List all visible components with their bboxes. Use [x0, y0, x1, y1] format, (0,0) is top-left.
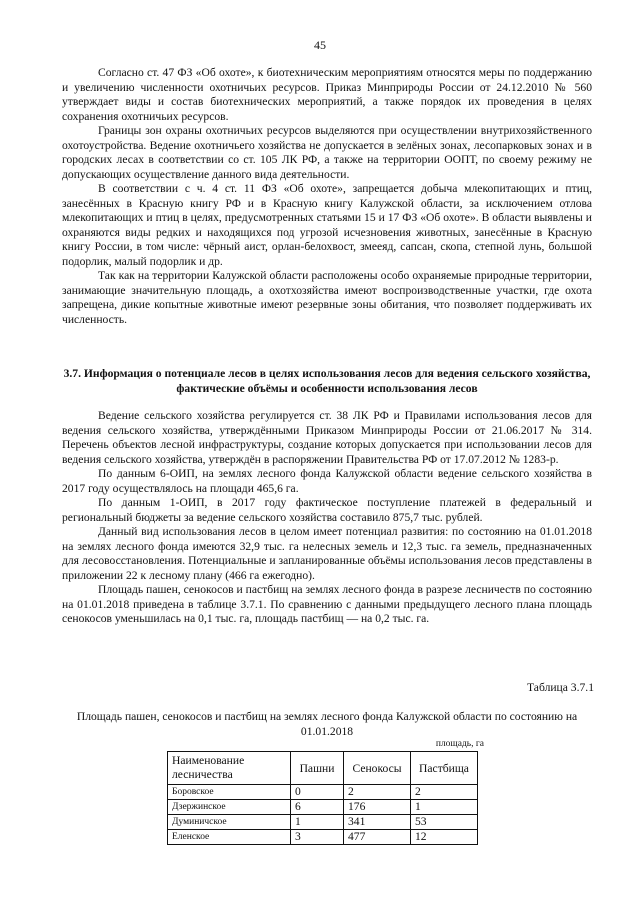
arable-value: 1: [291, 815, 344, 830]
paragraph: Ведение сельского хозяйства регулируется ст. 38 ЛК РФ и Правилами использования лесов для ведения сельского хозяйства, утверждёнными Приказом Минприроды России от 21.06.2017 № 314. Перечень объектов лесной инфраструктуры, создание которых допускается при использовании лесов для ведения сельского хозяйства, утверждён в распоряжении Правительства РФ от 17.07.2012 № 1283-р.: [62, 409, 592, 466]
hayfields-value: 341: [344, 815, 411, 830]
forestry-name: Дзержинское: [168, 800, 291, 815]
pastures-value: 53: [411, 815, 478, 830]
header-pastures: Пастбища: [411, 752, 478, 785]
text-block-hunting: [62, 66, 592, 327]
table-row: [168, 830, 478, 845]
paragraph: Данный вид использования лесов в целом имеет потенциал развития: по состоянию на 01.01.2018 на землях лесного фонда имеются 32,9 тыс. га нелесных земель и 12,3 тыс. га земель, предназначенных для лесовосстановления. Потенциальные и запланированные объёмы использования лесов представлены в приложении 22 к лесному плану (466 га ежегодно).: [62, 525, 592, 582]
paragraph: Так как на территории Калужской области расположены особо охраняемые природные территории, занимающие значительную площадь, а охотхозяйства имеют воспроизводственные участки, где охота запрещена, дикие копытные животные имеют резервные зоны обитания, что позволяет поддерживать их численность.: [62, 269, 592, 326]
pastures-value: 1: [411, 800, 478, 815]
paragraph: Площадь пашен, сенокосов и пастбищ на землях лесного фонда в разрезе лесничеств по состоянию на 01.01.2018 приведена в таблице 3.7.1. По сравнению с данными предыдущего лесного плана площадь сенокосов уменьшилась на 0,1 тыс. га, площадь пастбищ — на 0,2 тыс. га.: [62, 583, 592, 625]
table-label: Таблица 3.7.1: [527, 681, 594, 694]
header-hayfields: Сенокосы: [344, 752, 411, 785]
paragraph: По данным 1-ОИП, в 2017 году фактическое поступление платежей в федеральный и региональный бюджеты за ведение сельского хозяйства составило 875,7 тыс. рублей.: [62, 496, 592, 524]
pastures-value: 2: [411, 785, 478, 800]
paragraph: По данным 6-ОИП, на землях лесного фонда Калужской области ведение сельского хозяйства в 2017 году осуществлялось на площади 465,6 га.: [62, 467, 592, 495]
pastures-value: 12: [411, 830, 478, 845]
arable-value: 6: [291, 800, 344, 815]
forestry-area-table: [167, 751, 478, 845]
hayfields-value: 2: [344, 785, 411, 800]
paragraph: В соответствии с ч. 4 ст. 11 ФЗ «Об охоте», запрещается добыча млекопитающих и птиц, занесённых в Красную книгу РФ и в Красную книгу Калужской области, за исключением отлова млекопитающих и птиц в целях, предусмотренных статьями 15 и 17 ФЗ «Об охоте». В области выявлены и охраняются виды редких и находящихся под угрозой исчезновения животных, занесённые в Красную книгу России, в том числе: чёрный аист, орлан-белохвост, змееяд, сапсан, скопа, степной лунь, большой подорлик, малый подорлик и др.: [62, 182, 592, 268]
forestry-name: Еленское: [168, 830, 291, 845]
section-heading: 3.7. Информация о потенциале лесов в целях использования лесов для ведения сельского хозяйства, фактические объёмы и особенности использования лесов: [63, 367, 591, 395]
arable-value: 0: [291, 785, 344, 800]
table-row: [168, 800, 478, 815]
table-units: площадь, га: [435, 739, 484, 749]
header-arable: Пашни: [291, 752, 344, 785]
forestry-name: Боровское: [168, 785, 291, 800]
table-caption: Площадь пашен, сенокосов и пастбищ на землях лесного фонда Калужской области по состоянию на 01.01.2018: [76, 710, 578, 738]
paragraph: Согласно ст. 47 ФЗ «Об охоте», к биотехническим мероприятиям относятся меры по поддержанию и увеличению численности охотничьих ресурсов. Приказ Минприроды России от 24.12.2010 № 560 утверждает виды и состав биотехнических мероприятий, а также порядок их проведения в целях сохранения охотничьих ресурсов.: [62, 66, 592, 123]
hayfields-value: 477: [344, 830, 411, 845]
hayfields-value: 176: [344, 800, 411, 815]
header-forestry: Наименование лесничества: [168, 752, 291, 785]
table-row: [168, 815, 478, 830]
forestry-name: Думиничское: [168, 815, 291, 830]
text-block-agriculture: [62, 409, 592, 627]
page-number: 45: [314, 38, 326, 52]
paragraph: Границы зон охраны охотничьих ресурсов выделяются при осуществлении внутрихозяйственного охотоустройства. Ведение охотничьего хозяйства не допускается в зелёных зонах, лесопарковых зонах и в городских лесах в соответствии со ст. 105 ЛК РФ, а также на территории ООПТ, по своему режиму не допускающих осуществление данного вида деятельности.: [62, 124, 592, 181]
table-header-row: [168, 752, 478, 785]
table-row: [168, 785, 478, 800]
arable-value: 3: [291, 830, 344, 845]
